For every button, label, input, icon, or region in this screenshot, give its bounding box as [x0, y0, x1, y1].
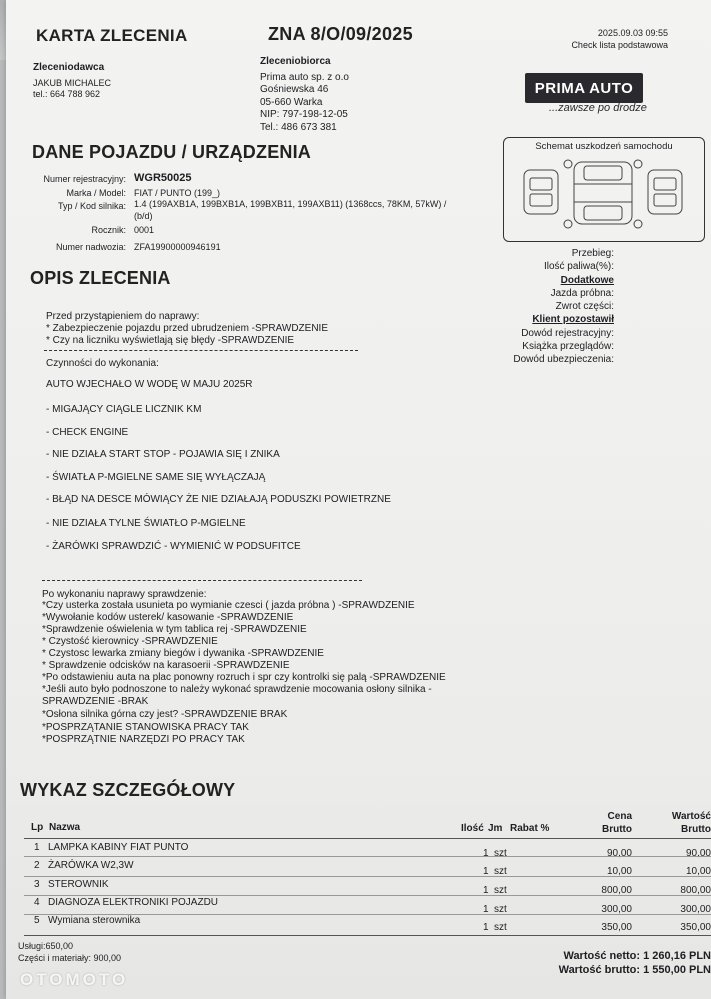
table-header-line — [24, 838, 711, 839]
test-drive-label: Jazda próbna: — [550, 288, 614, 299]
before-item-2: * Czy na liczniku wyświetlają się błędy -SPRAWDZENIE — [46, 335, 295, 346]
contractor-name: Prima auto sp. z o.o — [260, 72, 349, 83]
year-label: Rocznik: — [91, 225, 126, 235]
col-value: Wartość — [671, 811, 711, 822]
row-lp: 4 — [34, 897, 40, 908]
client-name: JAKUB MICHALEC — [33, 78, 112, 88]
task-item: - MIGAJĄCY CIĄGLE LICZNIK KM — [46, 404, 202, 415]
row-value: 350,00 — [680, 922, 711, 933]
row-value: 800,00 — [680, 885, 711, 896]
row-lp: 2 — [34, 860, 40, 871]
tasks-title: Czynności do wykonania: — [46, 358, 159, 369]
col-price: Cena — [607, 811, 632, 822]
task-item: AUTO WJECHAŁO W WODĘ W MAJU 2025R — [46, 379, 253, 390]
row-price: 350,00 — [601, 922, 632, 933]
contractor-city: 05-660 Warka — [260, 97, 323, 108]
row-value: 90,00 — [685, 848, 711, 859]
task-item: - NIE DZIAŁA TYLNE ŚWIATŁO P-MGIELNE — [46, 518, 246, 529]
damage-diagram — [503, 137, 705, 242]
engine-value-line1: 1.4 (199AXB1A, 199BXB1A, 199BXB11, 199AXB11) (1368ccs, 78KM, 57kW) / — [134, 199, 447, 209]
task-item: - CHECK ENGINE — [46, 427, 129, 438]
date-time: 2025.09.03 09:55 — [597, 28, 668, 38]
before-title: Przed przystąpieniem do naprawy: — [46, 311, 200, 322]
before-item-1: * Zabezpieczenie pojazdu przed ubrudzeniem -SPRAWDZENIE — [46, 323, 328, 334]
table-footer-line — [24, 935, 711, 936]
document-title: KARTA ZLECENIA — [36, 26, 188, 45]
reg-doc-label: Dowód rejestracyjny: — [521, 328, 614, 339]
work-order-document — [6, 0, 711, 999]
col-name: Nazwa — [49, 822, 81, 833]
fuel-label: Ilość paliwa(%): — [543, 261, 614, 272]
make-model-value: FIAT / PUNTO (199_) — [134, 188, 221, 198]
col-lp: Lp — [31, 822, 44, 833]
order-section-title: OPIS ZLECENIA — [30, 268, 171, 288]
after-item: *Sprawdzenie oświelenia w tym tablica rej -SPRAWDZENIE — [42, 624, 307, 635]
mileage-label: Przebieg: — [571, 248, 614, 259]
task-item: - ŚWIATŁA P-MGIELNE SAME SIĘ WYŁĄCZAJĄ — [46, 472, 266, 483]
watermark: OTOMOTO — [20, 970, 129, 989]
col-value-brutto: Brutto — [681, 824, 711, 835]
row-name: STEROWNIK — [48, 879, 109, 890]
order-number: ZNA 8/O/09/2025 — [268, 24, 413, 44]
task-item: - BŁĄD NA DESCE MÓWIĄCY ŻE NIE DZIAŁAJĄ PODUSZKI POWIETRZNE — [46, 494, 391, 505]
year-value: 0001 — [134, 225, 155, 235]
engine-label: Typ / Kod silnika: — [57, 201, 126, 211]
after-item: *Jeśli auto było podnoszone to należy wykonać sprawdzenie mocowania osłony silnika - — [42, 684, 432, 695]
col-qty: Ilość — [461, 823, 484, 834]
row-unit: szt — [494, 904, 507, 915]
row-divider — [24, 876, 711, 877]
row-lp: 1 — [34, 842, 40, 853]
service-book-label: Książka przeglądów: — [522, 341, 614, 352]
row-qty: 1 — [483, 885, 489, 896]
reg-number-value: WGR50025 — [134, 172, 192, 184]
row-unit: szt — [494, 848, 507, 859]
details-section-title: WYKAZ SZCZEGÓŁOWY — [20, 780, 236, 800]
row-price: 300,00 — [601, 904, 632, 915]
after-item: * Czystość kierownicy -SPRAWDZENIE — [42, 636, 218, 647]
make-model-label: Marka / Model: — [66, 188, 126, 198]
after-item: *Wywołanie kodów usterek/ kasowanie -SPRAWDZENIE — [42, 612, 294, 623]
parts-total: Części i materiały: 900,00 — [18, 953, 122, 963]
after-item: * Czystosc lewarka zmiany biegów i dywanika -SPRAWDZENIE — [42, 648, 324, 659]
divider — [44, 350, 358, 351]
after-item: *Osłona silnika górna czy jest? -SPRAWDZENIE BRAK — [42, 709, 288, 720]
row-unit: szt — [494, 885, 507, 896]
company-tagline: ...zawsze po drodze — [549, 102, 647, 114]
after-item: *Po odstawieniu auta na plac ponowny rozruch i spr czy kontrolki się palą -SPRAWDZENIE — [42, 672, 446, 683]
engine-value-line2: (b/d) — [134, 211, 153, 221]
parts-return-label: Zwrot części: — [555, 301, 614, 312]
row-name: DIAGNOZA ELEKTRONIKI POJAZDU — [48, 897, 219, 908]
row-lp: 3 — [34, 879, 40, 890]
car-schematic-icon — [518, 154, 688, 236]
client-left-title: Klient pozostawił — [532, 314, 614, 325]
row-divider — [24, 856, 711, 857]
row-price: 800,00 — [601, 885, 632, 896]
col-unit: Jm — [488, 823, 503, 834]
task-item: - NIE DZIAŁA START STOP - POJAWIA SIĘ I ZNIKA — [46, 449, 280, 460]
contractor-nip: NIP: 797-198-12-05 — [260, 109, 348, 120]
after-item: *POSPRZĄTANIE STANOWISKA PRACY TAK — [42, 722, 249, 733]
after-item: * Sprawdzenie odcisków na karasoerii -SPRAWDZENIE — [42, 660, 290, 671]
after-title: Po wykonaniu naprawy sprawdzenie: — [42, 589, 207, 600]
contractor-label: Zleceniobiorca — [260, 56, 331, 67]
task-item: - ŻARÓWKI SPRAWDZIĆ - WYMIENIĆ W PODSUFITCE — [46, 541, 301, 552]
col-price-brutto: Brutto — [602, 824, 632, 835]
gross-total: Wartość brutto: 1 550,00 PLN — [558, 964, 711, 976]
company-logo: PRIMA AUTO — [525, 73, 643, 103]
checklist-label: Check lista podstawowa — [571, 40, 668, 50]
divider — [42, 580, 362, 581]
insurance-label: Dowód ubezpieczenia: — [513, 354, 614, 365]
row-price: 90,00 — [606, 848, 632, 859]
vin-value: ZFA19900000946191 — [134, 242, 221, 252]
row-name: LAMPKA KABINY FIAT PUNTO — [48, 842, 189, 853]
row-name: ŻARÓWKA W2,3W — [48, 860, 134, 871]
row-unit: szt — [494, 922, 507, 933]
vehicle-section-title: DANE POJAZDU / URZĄDZENIA — [32, 142, 312, 162]
row-divider — [24, 895, 711, 896]
contractor-phone: Tel.: 486 673 381 — [260, 122, 337, 133]
row-qty: 1 — [483, 922, 489, 933]
damage-diagram-title: Schemat uszkodzeń samochodu — [535, 141, 673, 152]
row-value: 10,00 — [685, 866, 711, 877]
row-qty: 1 — [483, 848, 489, 859]
extra-title: Dodatkowe — [560, 275, 614, 286]
row-name: Wymiana sterownika — [48, 915, 141, 926]
client-label: Zleceniodawca — [33, 62, 105, 73]
contractor-street: Gośniewska 46 — [260, 84, 329, 95]
row-price: 10,00 — [606, 866, 632, 877]
net-total: Wartość netto: 1 260,16 PLN — [563, 950, 711, 962]
after-item: *POSPRZĄTNIE NARZĘDZI PO PRACY TAK — [42, 734, 245, 745]
client-phone: tel.: 664 788 962 — [33, 89, 101, 99]
col-discount: Rabat % — [510, 823, 550, 834]
reg-number-label: Numer rejestracyjny: — [43, 174, 126, 184]
vin-label: Numer nadwozia: — [55, 242, 126, 252]
services-total: Usługi:650,00 — [18, 941, 74, 951]
row-qty: 1 — [483, 866, 489, 877]
row-value: 300,00 — [680, 904, 711, 915]
row-lp: 5 — [34, 915, 40, 926]
row-qty: 1 — [483, 904, 489, 915]
row-unit: szt — [494, 866, 507, 877]
after-item: *Czy usterka została usunieta po wymianie czesci ( jazda próbna ) -SPRAWDZENIE — [42, 600, 415, 611]
after-item: SPRAWDZENIE -BRAK — [42, 696, 149, 707]
